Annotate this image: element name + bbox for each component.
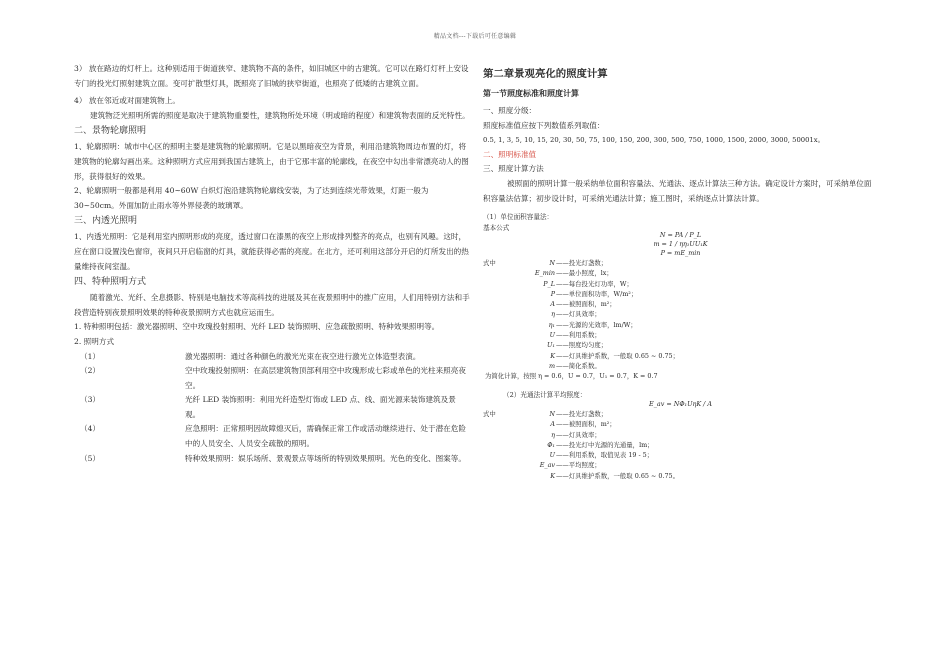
definition-symbol: A (550, 420, 555, 429)
definition-text: ——灯具效率； (556, 430, 601, 439)
item-text: 光纤 LED 装饰照明：利用光纤造型灯饰或 LED 点、线、面光源来装饰建筑及景观。 (185, 395, 456, 419)
definition-symbol: E_min (534, 269, 555, 278)
method-heading: （2）光通法计算平均照度： (503, 390, 587, 399)
definition-text: ——平均照度； (556, 461, 601, 470)
definition-text: ——简化系数。 (556, 361, 601, 370)
definition-row (483, 419, 878, 429)
definition-prefix (483, 419, 511, 429)
paragraph: 2、轮廓照明一般都是利用 40~60W 白炽灯泡沿建筑物轮廓线安装，为了达到连续光带效果，灯距一般为30~50cm。外面加防止雨水等外界侵袭的玻璃罩。 (74, 186, 429, 210)
definition-symbol: U (549, 331, 555, 340)
formula: P = mE_min (660, 248, 701, 257)
definition-symbol: η (551, 310, 555, 319)
definition-text: ——投光灯中光源的光通量，lm； (556, 440, 654, 449)
paragraph: 1、轮廓照明：城市中心区的照明主要是建筑物的轮廓照明。它是以黑暗夜空为背景，利用沿建筑物周边布置的灯，将建筑物的轮廓勾画出来。这种照明方式应用到我国古建筑上，由于它那丰富的轮廓线，在夜空中勾出非常漂亮动人的图形，获得很好的效果。 (74, 142, 469, 181)
definition-prefix (483, 430, 511, 440)
definition-symbol: E_av (539, 461, 555, 470)
formula: m = 1 / ηη₁UU₁K (653, 239, 708, 248)
definition-row (483, 268, 878, 278)
definition-text: ——投光灯盏数； (556, 409, 608, 418)
definition-prefix (483, 279, 511, 289)
paragraph: 1. 特种照明包括：激光器照明、空中玫瑰投射照明、光纤 LED 装饰照明、应急疏散照明、特种效果照明等。 (74, 322, 440, 332)
formula: E_av = NΦ₁UηK / A (649, 399, 712, 408)
definition-prefix (483, 289, 511, 299)
definition-symbol: N (549, 409, 555, 418)
definition-symbol: N (549, 258, 555, 267)
definition-text: ——照度均匀度； (556, 341, 608, 350)
item-text: 应急照明：正常照明因故障熄灭后，需确保正常工作或活动继续进行、处于潜在危险中的人员安全、人员安全疏散的照明。 (185, 424, 466, 449)
definition-symbol: η (551, 430, 555, 439)
list-item (74, 422, 470, 451)
chapter-title: 第二章景观亮化的照度计算 (483, 68, 608, 80)
definition-prefix (483, 309, 511, 319)
definition-row (483, 440, 878, 450)
definition-prefix: 式中 (483, 409, 496, 418)
definition-row (483, 279, 878, 289)
item-label: （1） (80, 351, 101, 361)
definition-row (483, 258, 878, 268)
definition-prefix (483, 471, 511, 481)
item-text: 空中玫瑰投射照明：在高层建筑物顶部利用空中玫瑰形成七彩或单色的光柱来照亮夜空。 (185, 366, 466, 390)
definitions-list (483, 409, 878, 481)
formula: N = PA / P_L (659, 230, 702, 239)
definition-prefix (483, 330, 511, 340)
item-label: （3） (80, 395, 101, 405)
paragraph: 被照面的照明计算一般采纳单位面积容量法、光通法、逐点计算法三种方法。确定设计方案时，可采纳单位面积容量法估算；初步设计时，可采纳光通法计算；施工图时，采纳逐点计算法计算。 (483, 178, 872, 203)
definition-row (483, 430, 878, 440)
definition-prefix (483, 440, 511, 450)
section-heading: 二、景物轮廓照明 (74, 126, 147, 137)
method-heading: （1）单位面积容量法： (483, 213, 554, 222)
definition-symbol: P_L (543, 279, 555, 288)
right-column (483, 62, 878, 481)
paragraph: 随着激光、光纤、全息摄影、特别是电脑技术等高科技的进展及其在夜景照明中的推广应用，人们用特别方法和手段营造特别夜景照明效果的特种夜景照明方式也就应运而生。 (74, 293, 470, 317)
definition-prefix (483, 450, 511, 460)
value-series: 0.5, 1, 3, 5, 10, 15, 20, 30, 50, 75, 100, 150, 200, 300, 500, 750, 1000, 1500, 2000, 3000, 50001x。 (483, 136, 825, 145)
definition-prefix (483, 320, 511, 330)
definition-row (483, 409, 878, 419)
definition-text: ——被照面积，m²； (556, 420, 616, 429)
item-label: （2） (80, 366, 101, 376)
definition-text: ——被照面积，m²； (556, 300, 616, 309)
definition-symbol: K (550, 471, 555, 480)
paragraph: 2. 照明方式 (74, 336, 115, 346)
definition-row (483, 299, 878, 309)
item-text: 特种效果照明：娱乐场所、景观景点等场所的特别效果照明。光色的变化、图案等。 (185, 453, 466, 463)
definition-text: ——每台投光灯功率，W； (556, 279, 633, 288)
section-heading: 二、照明标准值 (483, 149, 537, 159)
paragraph: 照度标准值应按下列数值系列取值： (483, 120, 605, 130)
section-heading: 四、特种照明方式 (74, 277, 147, 288)
definition-text: ——灯具维护系数，一般取 0.65 ~ 0.75。 (556, 471, 679, 480)
definition-symbol: η₁ (548, 320, 555, 329)
paragraph: 为简化计算，按照 η = 0.6，U = 0.7，U₁ = 0.7，K = 0.7 (485, 372, 658, 381)
definition-text: ——利用系数； (556, 331, 601, 340)
definition-prefix (483, 460, 511, 470)
definition-symbol: Φ₁ (547, 440, 555, 449)
section-heading: 三、内透光照明 (74, 216, 138, 227)
definition-row (483, 320, 878, 330)
list-item (74, 393, 470, 422)
item-label: （5） (80, 453, 101, 463)
definition-text: ——最小照度，lx； (556, 269, 613, 278)
definition-symbol: K (550, 351, 555, 360)
list-item (74, 364, 470, 393)
definitions-list (483, 258, 878, 371)
definition-symbol: A (550, 300, 555, 309)
paragraph: 1、内透光照明：它是利用室内照明形成的亮度，透过窗口在漆黑的夜空上形成排列整齐的亮点，也别有风趣。这时，应在窗口设置浅色窗帘，夜间只开启临窗的灯具，就能获得必需的亮度。在北方，还可利用这部分开启的灯所发出的热量维持夜间室温。 (74, 232, 469, 271)
definition-prefix (483, 299, 511, 309)
definition-text: ——灯具效率； (556, 310, 601, 319)
item-label: （4） (80, 424, 101, 434)
definition-symbol: U (549, 451, 555, 460)
definition-symbol: U₁ (547, 341, 555, 350)
paragraph: 基本公式 (483, 223, 510, 232)
paragraph: 4） 放在邻近或对面建筑物上。 (74, 96, 180, 106)
definition-text: ——光源的光效率，lm/W； (556, 320, 637, 329)
definition-text: ——投光灯盏数； (556, 258, 608, 267)
definition-row (483, 340, 878, 350)
section-heading: 三、照度计算方法 (483, 164, 544, 174)
definition-symbol: m (548, 361, 555, 370)
definition-row (483, 289, 878, 299)
definition-row (483, 330, 878, 340)
definition-row (483, 460, 878, 470)
paragraph: 一、照度分级： (483, 106, 537, 115)
definition-prefix (483, 351, 511, 361)
definition-text: ——灯具维护系数，一般取 0.65 ~ 0.75； (556, 351, 679, 360)
definition-prefix (483, 340, 511, 350)
definition-prefix: 式中 (483, 258, 496, 267)
left-column (74, 62, 470, 466)
definition-row (483, 351, 878, 361)
definition-symbol: P (550, 289, 555, 298)
definition-prefix (483, 361, 511, 371)
definition-row (483, 471, 878, 481)
definition-prefix (483, 268, 511, 278)
section-title: 第一节照度标准和照度计算 (483, 89, 579, 98)
paragraph: 3） 放在路边的灯杆上。这种别适用于街道狭窄、建筑物不高的条件，如旧城区中的古建筑。它可以在路灯灯杆上安设专门的投光灯照射建筑立面。变可扩散型灯具，既照亮了旧城的狭窄街道，也照亮了低矮的古建筑立面。 (74, 64, 469, 88)
definition-row (483, 361, 878, 371)
definition-row (483, 309, 878, 319)
definition-text: ——利用系数，取值见表 19 - 5； (556, 451, 654, 460)
list-item (74, 350, 470, 365)
list-item (74, 452, 470, 467)
definition-text: ——单位面积功率，W/m²； (556, 289, 638, 298)
definition-row (483, 450, 878, 460)
item-text: 激光器照明：通过各种颜色的激光光束在夜空进行激光立体造型表演。 (185, 351, 421, 361)
page-header: 精品文档---下载后可任意编辑 (433, 33, 517, 40)
paragraph: 建筑物泛光照明所需的照度是取决于建筑物重要性，建筑物所处环境（明或暗的程度）和建筑物表面的反光特性。 (90, 110, 470, 120)
